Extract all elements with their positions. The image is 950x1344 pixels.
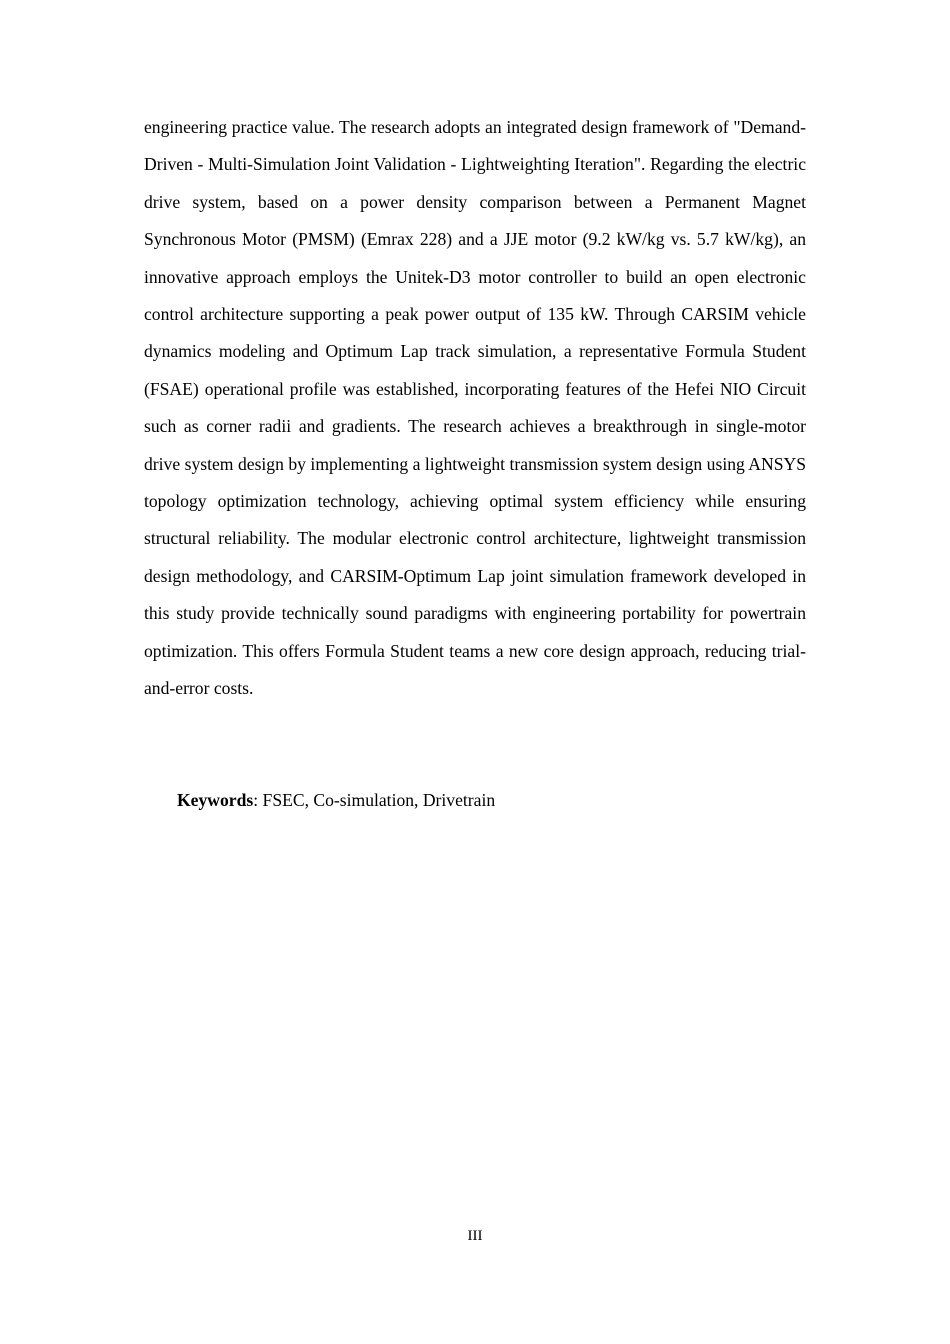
abstract-paragraph: engineering practice value. The research adopts an integrated design framework of "Demand-Driven - Multi-Simulation Joint Validation - Lightweighting Iteration". Regarding the electric drive system, based on a power density comparison between a Permanent Magnet Synchronous Motor (PMSM) (Emrax 228) and a JJE motor (9.2 kW/kg vs. 5.7 kW/kg), an innovative approach employs the Unitek-D3 motor controller to build an open electronic control architecture supporting a peak power output of 135 kW. Through CARSIM vehicle dynamics modeling and Optimum Lap track simulation, a representative Formula Student (FSAE) operational profile was established, incorporating features of the Hefei NIO Circuit such as corner radii and gradients. The research achieves a breakthrough in single-motor drive system design by implementing a lightweight transmission system design using ANSYS topology optimization technology, achieving optimal system efficiency while ensuring structural reliability. The modular electronic control architecture, lightweight transmission design methodology, and CARSIM-Optimum Lap joint simulation framework developed in this study provide technically sound paradigms with engineering portability for powertrain optimization. This offers Formula Student teams a new core design approach, reducing trial-and-error costs. [144,117,806,699]
page-number: III [467,1228,483,1244]
keywords-label: Keywords [177,790,254,810]
keywords-separator: : [253,790,263,810]
keywords-line [177,782,806,819]
keywords-values: FSEC, Co-simulation, Drivetrain [262,790,496,810]
